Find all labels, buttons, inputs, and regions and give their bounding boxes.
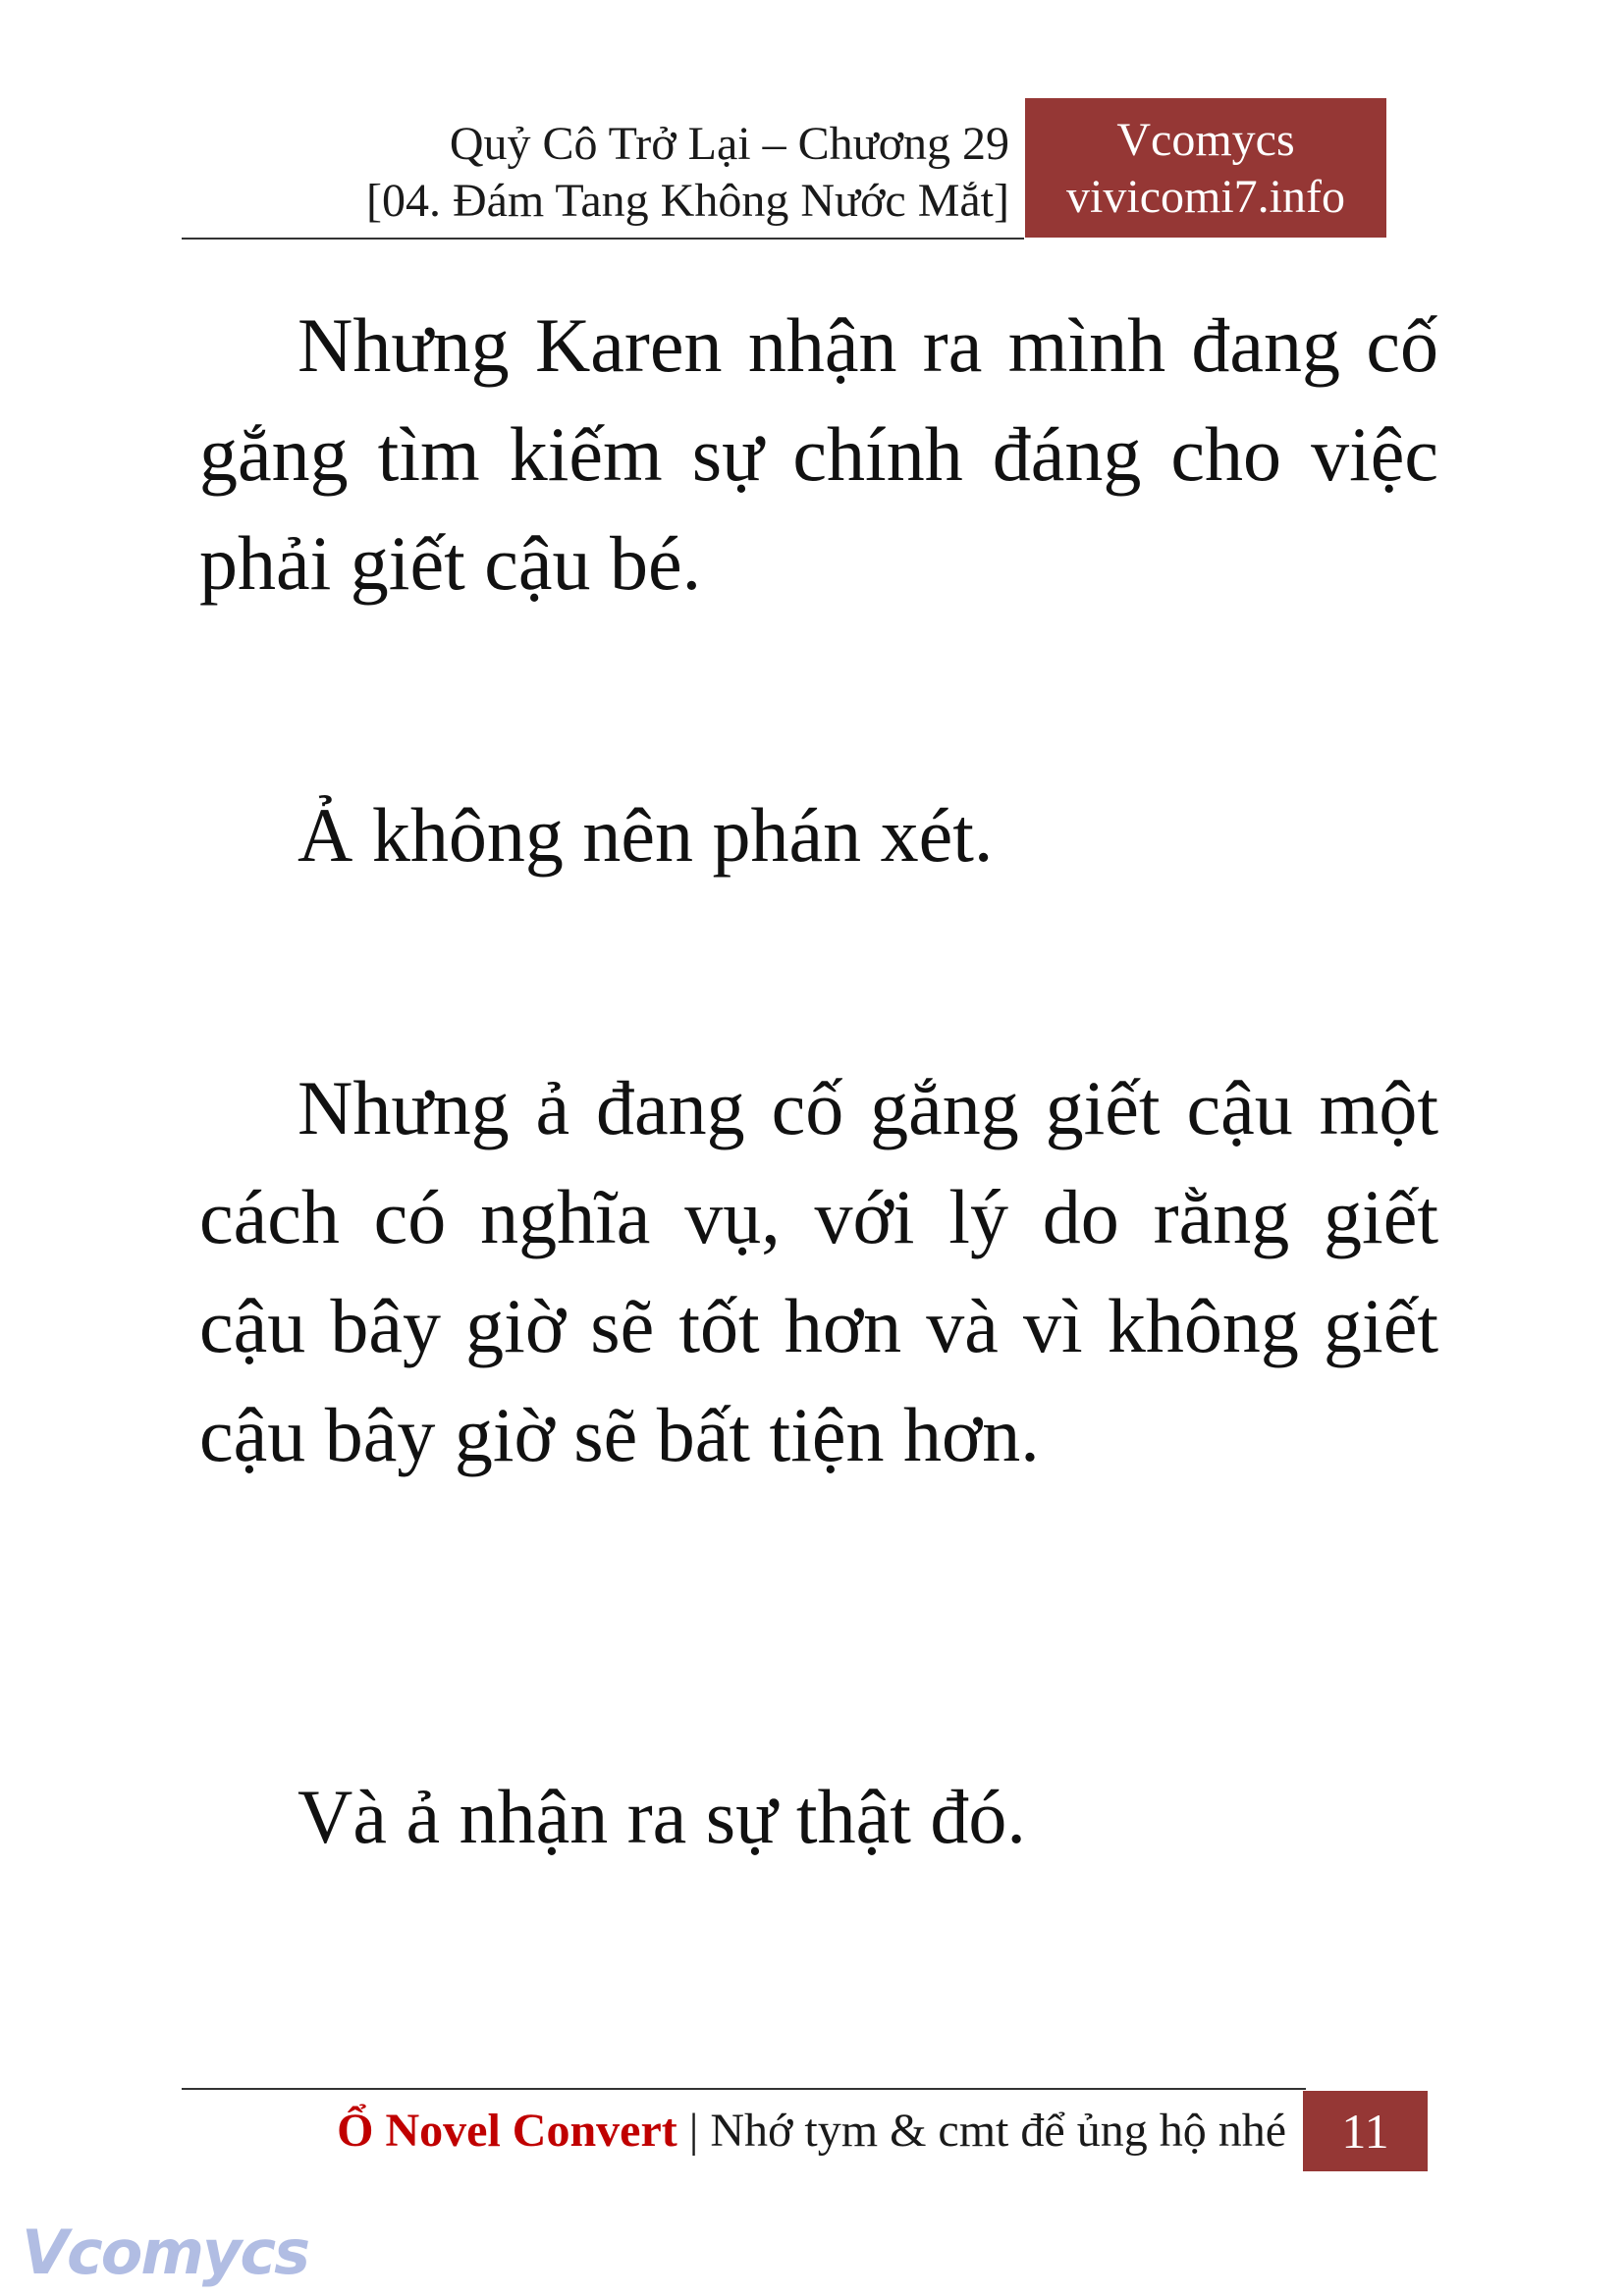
footer-brand: Ổ Novel Convert (337, 2105, 677, 2157)
page-number: 11 (1303, 2091, 1428, 2171)
site-badge-url: vivicomi7.info (1066, 171, 1345, 223)
footer-message: Nhớ tym & cmt để ủng hộ nhé (710, 2105, 1286, 2157)
chapter-subtitle: [04. Đám Tang Không Nước Mắt] (365, 175, 1009, 227)
paragraph-2: Ả không nên phán xét. (298, 792, 994, 878)
chapter-header (196, 116, 1009, 230)
footer-separator: | (677, 2105, 711, 2157)
paragraph-4: Và ả nhận ra sự thật đó. (298, 1774, 1026, 1859)
site-badge (1025, 98, 1386, 238)
chapter-title: Quỷ Cô Trở Lại – Chương 29 (449, 118, 1009, 170)
site-badge-name: Vcomycs (1116, 114, 1295, 166)
paragraph-3: Nhưng ả đang cố gắng giết cậu một cách có nghĩa vụ, với lý do rằng giết cậu bây giờ sẽ tốt hơn và vì không giết cậu bây giờ sẽ bất tiện hơn. (199, 1065, 1438, 1477)
footer-divider (182, 2088, 1306, 2090)
vcomycs-watermark-logo: Vcomycs (22, 2216, 309, 2288)
paragraph-1: Nhưng Karen nhận ra mình đang cố gắng tìm kiếm sự chính đáng cho việc phải giết cậu bé. (199, 302, 1438, 606)
footer (182, 2102, 1286, 2161)
header-divider (182, 238, 1024, 240)
